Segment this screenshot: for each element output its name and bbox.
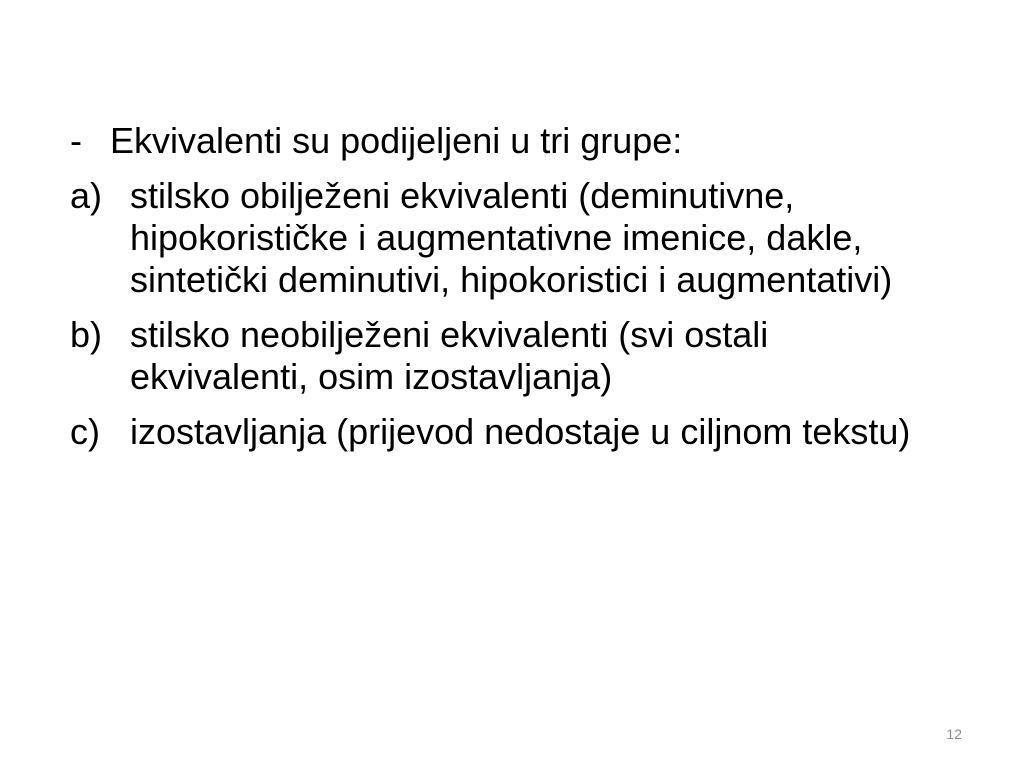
list-item-b (70, 314, 950, 398)
list-item-a (70, 175, 950, 301)
slide-content (70, 120, 950, 466)
list-marker-a: a) (70, 175, 103, 216)
intro-text: Ekvivalenti su podijeljeni u tri grupe: (110, 120, 683, 161)
list-marker-b: b) (70, 314, 103, 355)
list-text-a: stilsko obilježeni ekvivalenti (deminutivne, hipokorističke i augmentativne imenice, dakle, sintetički deminutivi, hipokoristici i augmentativi) (130, 175, 893, 300)
dash-marker: - (70, 120, 82, 161)
intro-line (70, 120, 950, 162)
page-number: 12 (946, 726, 962, 742)
list-text-b: stilsko neobilježeni ekvivalenti (svi ostali ekvivalenti, osim izostavljanja) (130, 314, 769, 397)
list-text-c: izostavljanja (prijevod nedostaje u ciljnom tekstu) (130, 411, 911, 452)
list-item-c (70, 411, 950, 453)
list-marker-c: c) (70, 411, 100, 452)
